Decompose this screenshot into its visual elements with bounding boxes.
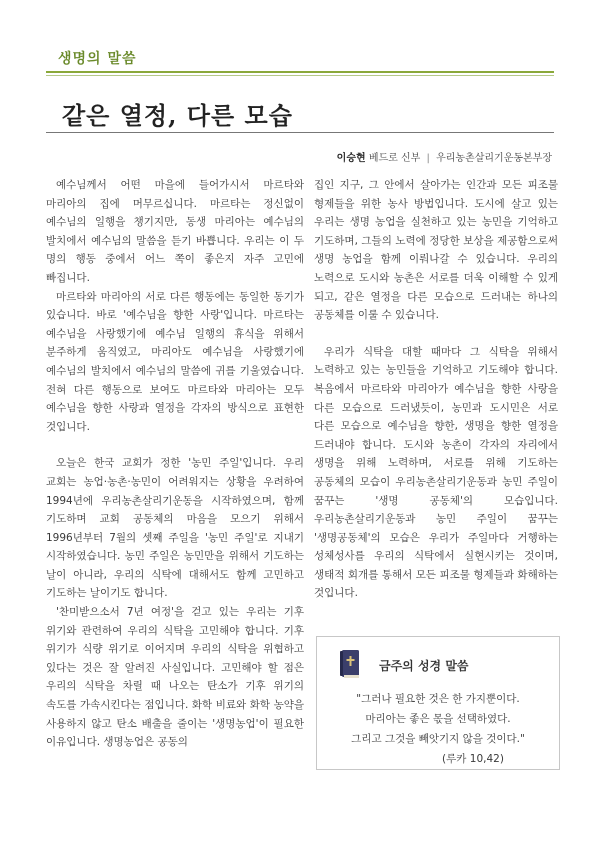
verse-line: 마리아는 좋은 몫을 선택하였다. (365, 713, 511, 725)
paragraph: 우리가 식탁을 대할 때마다 그 식탁을 위해서 노력하고 있는 농민들을 기억하고 기도해야 합니다. 복음에서 마르타와 마리아가 예수님을 향한 사랑을 다른 모습으로 드러냈듯이, 농민과 도시민은 서로 다른 모습으로 예수님을 향한, 생명을 향한 열정을 드러내야 합니다. 도시와 농촌이 각자의 자리에서 생명을 위해 노력하며, 서로를 위해 기도하는 공동체의 모습이 우리농촌살리기운동과 농민 주일이 꿈꾸는 '생명 공동체'의 모습입니다. 우리농촌살리기운동과 농민 주일이 꿈꾸는 '생명공동체'의 모습은 우리가 주일마다 거행하는 성체성사를 우리의 식탁에서 실현시키는 것이며, 생태적 회개를 통해서 모든 피조물 형제들과 화해하는 것입니다. (314, 345, 558, 600)
header-divider-thin (46, 75, 554, 76)
weekly-verse-box (316, 636, 560, 770)
callout-verse (325, 689, 551, 769)
bible-icon (339, 649, 361, 679)
article-title: 같은 열정, 다른 모습 (62, 101, 293, 130)
byline-organization: 우리농촌살리기운동본부장 (436, 153, 552, 164)
byline (337, 149, 552, 164)
paragraph: '찬미받으소서 7년 여정'을 걷고 있는 우리는 기후 위기와 관련하여 우리의 식탁을 고민해야 합니다. 기후 위기가 식량 위기로 이어지며 우리의 식탁을 위협하고 있다는 것은 잘 알려진 사실입니다. 고민해야 할 점은 우리의 식탁을 차릴 때 나오는 탄소가 기후 위기의 속도를 가속시킨다는 점입니다. 화학 비료와 화학 농약을 사용하지 않고 탄소 배출을 줄이는 '생명농업'이 필요한 이유입니다. 생명농업은 공동의 (46, 606, 304, 749)
title-divider (46, 132, 554, 133)
byline-separator: | (426, 153, 430, 164)
byline-author: 이승현 (336, 153, 366, 164)
left-column (46, 176, 304, 752)
paragraph: 예수님께서 어떤 마을에 들어가시서 마르타와 마리아의 집에 머무르십니다. 마르타는 정신없이 예수님의 일행을 챙기지만, 동생 마리아는 예수님의 발치에서 예수님의 말씀을 듣기 바쁩니다. 우리는 이 두 명의 행동 중에서 어느 쪽이 좋은지 자주 고민에 빠집니다. (46, 179, 304, 284)
verse-reference: (루카 10,42) (442, 753, 504, 765)
byline-role: 베드로 신부 (368, 153, 421, 164)
right-column (314, 176, 558, 603)
verse-line: 그리고 그것을 빼앗기지 않을 것이다." (351, 733, 525, 745)
paragraph: 오늘은 한국 교회가 정한 '농민 주일'입니다. 우리 교회는 농업·농촌·농민이 어려워지는 상황을 우려하여 1994년에 우리농촌살리기운동을 시작하였으며, 함께 기도하며 교회 공동체의 마음을 모으기 위해서 1996년부터 7월의 셋째 주일을 '농민 주일'로 지내기 시작하였습니다. 농민 주일은 농민만을 위해서 기도하는 날이 아니라, 우리의 식탁에 대해서도 함께 고민하고 기도하는 날이기도 합니다. (46, 457, 304, 600)
paragraph: 집인 지구, 그 안에서 살아가는 인간과 모든 피조물 형제들을 위한 농사 방법입니다. 도시에 살고 있는 우리는 생명 농업을 실천하고 있는 농민을 기억하고 기도하며, 그들의 노력에 정당한 보상을 제공함으로써 생명 농업을 함께 이뤄나갈 수 있습니다. 우리의 노력으로 도시와 농촌은 서로를 더욱 이해할 수 있게 되고, 같은 열정을 다른 모습으로 드러내는 하나의 공동체를 이룰 수 있습니다. (314, 179, 558, 322)
header-divider (46, 71, 554, 73)
callout-title: 금주의 성경 말씀 (379, 659, 469, 673)
section-label: 생명의 말씀 (58, 51, 137, 67)
verse-line: "그러나 필요한 것은 한 가지뿐이다. (356, 693, 520, 705)
page-header (0, 0, 600, 80)
paragraph: 마르타와 마리아의 서로 다른 행동에는 동일한 동기가 있습니다. 바로 '예수님을 향한 사랑'입니다. 마르타는 예수님을 사랑했기에 예수님 일행의 휴식을 위해서 분주하게 움직였고, 마리아도 예수님을 사랑했기에 예수님의 발치에서 예수님의 말씀에 귀를 기울였습니다. 전혀 다른 행동으로 보여도 마르타와 마리아는 모두 예수님을 향한 사랑과 열정을 각자의 방식으로 표현한 것입니다. (46, 290, 304, 433)
